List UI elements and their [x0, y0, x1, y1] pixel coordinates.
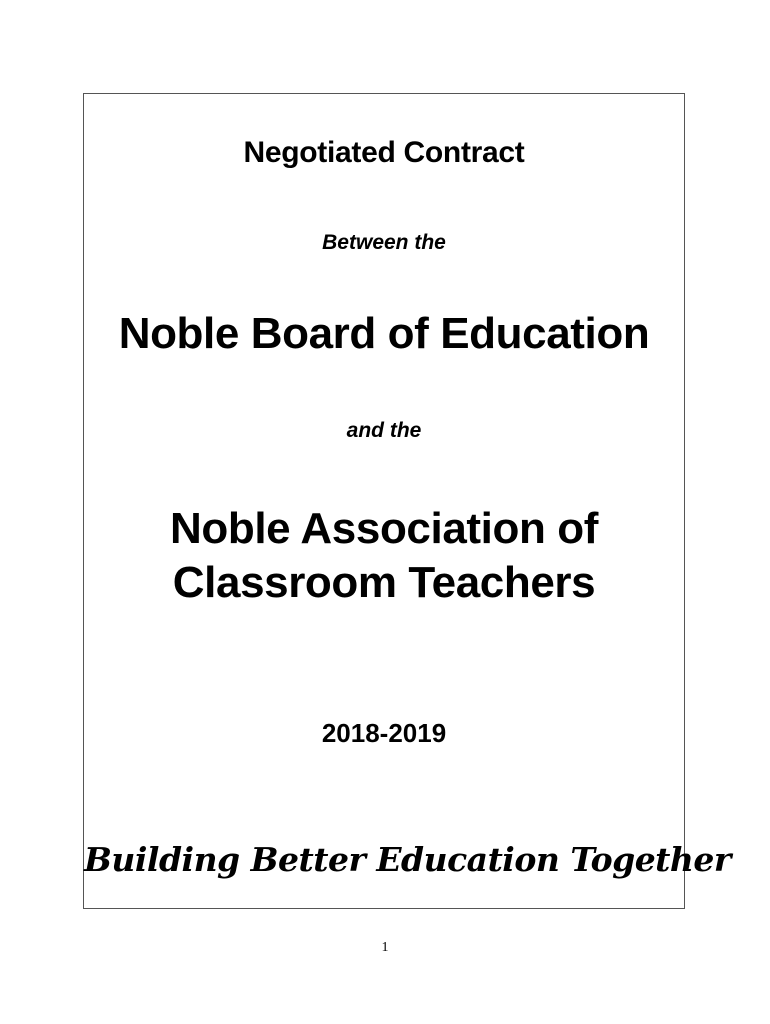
document-heading: Negotiated Contract — [243, 136, 525, 169]
and-text: and the — [346, 419, 422, 442]
between-text: Between the — [322, 231, 446, 254]
slogan: Building Better Education Together — [84, 840, 731, 879]
cover-frame — [83, 93, 731, 909]
party-two-line-2: Classroom Teachers — [172, 558, 596, 607]
party-two-title — [84, 502, 684, 610]
party-one-title: Noble Board of Education — [118, 309, 650, 358]
page-number: 1 — [381, 940, 389, 955]
party-two-line-1: Noble Association of — [170, 504, 598, 553]
contract-years: 2018-2019 — [321, 718, 447, 748]
